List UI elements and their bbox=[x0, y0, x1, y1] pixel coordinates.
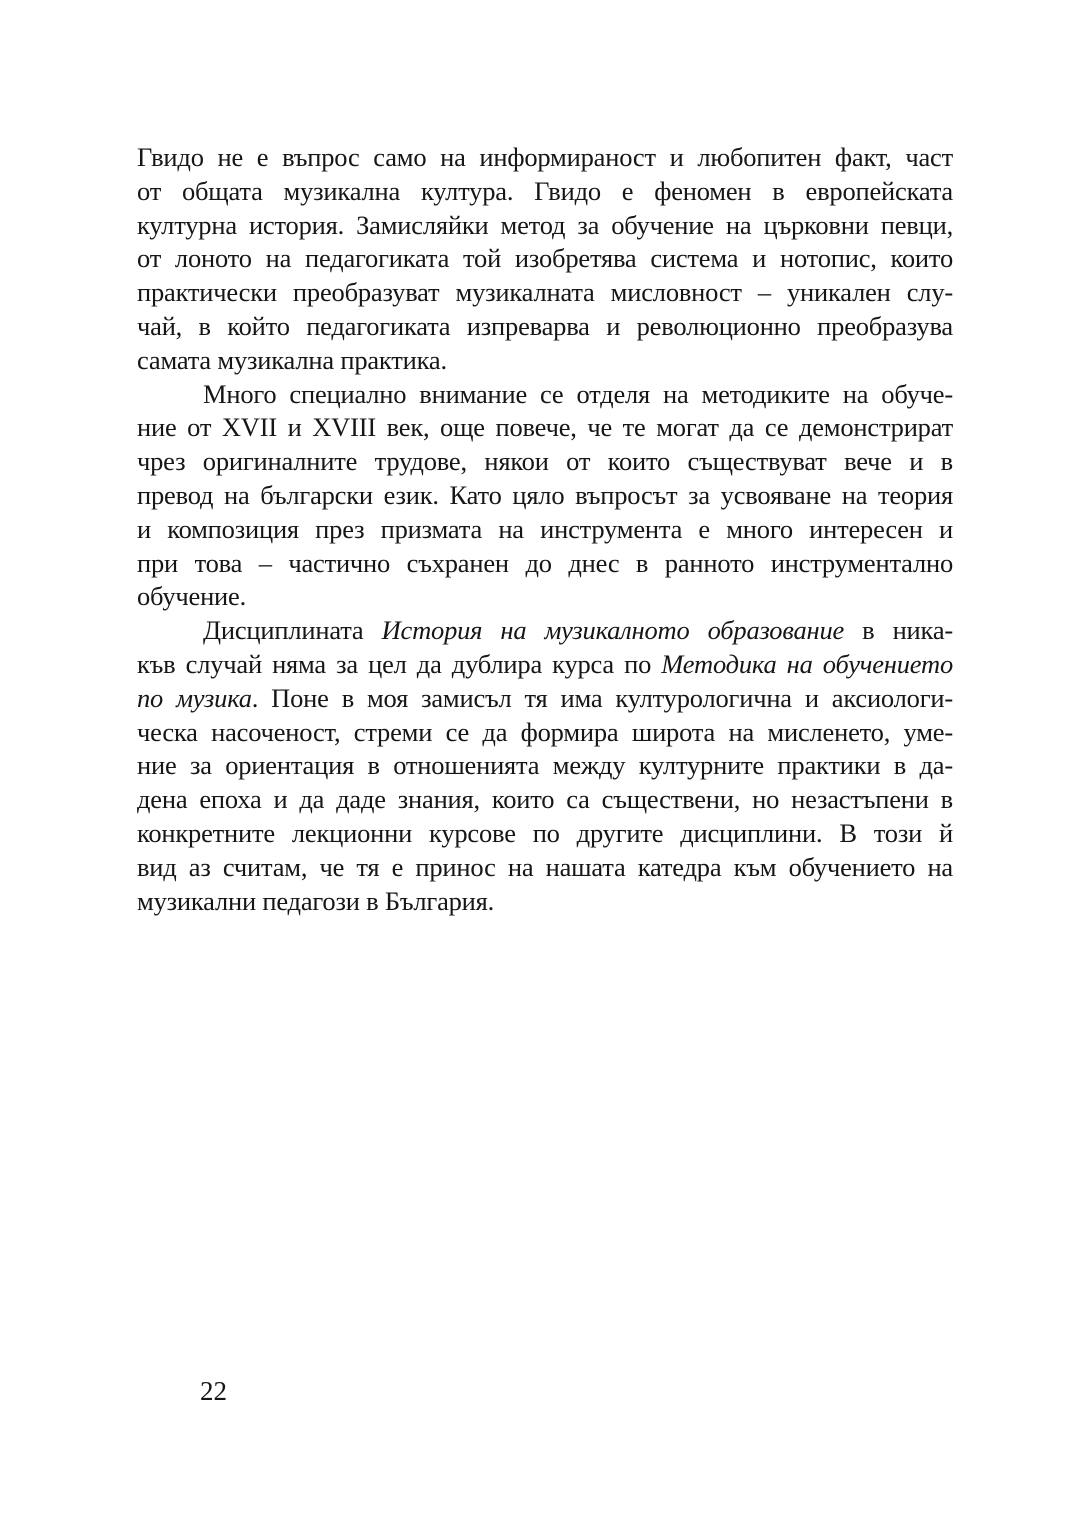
text-block bbox=[137, 141, 953, 918]
text-line bbox=[137, 411, 953, 445]
text-run: ческа насоченост, стреми се да формира широта на мисленето, уме- bbox=[137, 716, 953, 747]
text-line bbox=[137, 716, 953, 750]
page-number: 22 bbox=[200, 1376, 227, 1406]
text-line bbox=[137, 141, 953, 175]
italic-text-run: по музика bbox=[137, 682, 252, 713]
text-run: при това – частично съхранен до днес в ранното инструментално bbox=[137, 547, 953, 578]
text-line bbox=[137, 445, 953, 479]
text-run: и композиция през призмата на инструмента е много интересен и bbox=[137, 513, 953, 544]
text-run: обучение. bbox=[137, 581, 247, 612]
text-line bbox=[137, 479, 953, 513]
text-line bbox=[137, 614, 953, 648]
text-run: Дисциплината bbox=[203, 615, 382, 646]
text-run: ние от XVII и XVIII век, още повече, че те могат да се демонстрират bbox=[137, 412, 953, 443]
text-run: чрез оригиналните трудове, някои от които съществуват вече и в bbox=[137, 446, 953, 477]
text-line bbox=[137, 175, 953, 209]
text-run: чай, в който педагогиката изпреварва и революционно преобразува bbox=[137, 310, 953, 341]
italic-text-run: Методика на обучението bbox=[661, 648, 953, 679]
text-line bbox=[137, 817, 953, 851]
italic-text-run: История на музикалното образование bbox=[381, 615, 845, 646]
text-line bbox=[137, 749, 953, 783]
text-run: превод на български език. Като цяло въпросът за усвояване на теория bbox=[137, 479, 953, 510]
text-line bbox=[137, 783, 953, 817]
text-line bbox=[137, 547, 953, 581]
text-line bbox=[137, 209, 953, 243]
text-run: дена епоха и да даде знания, които са съществени, но незастъпени в bbox=[137, 784, 953, 815]
text-line bbox=[137, 344, 953, 378]
text-run: в ника- bbox=[844, 615, 954, 646]
text-line bbox=[137, 310, 953, 344]
text-line bbox=[137, 682, 953, 716]
text-line bbox=[137, 580, 953, 614]
text-run: културна история. Замисляйки метод за обучение на църковни певци, bbox=[137, 209, 953, 240]
text-line bbox=[137, 885, 953, 919]
text-run: конкретните лекционни курсове по другите дисциплини. В този й bbox=[137, 817, 953, 848]
text-run: . Поне в моя замисъл тя има културологична и аксиологи- bbox=[251, 682, 953, 713]
text-line bbox=[137, 276, 953, 310]
text-run: вид аз считам, че тя е принос на нашата катедра към обучението на bbox=[137, 851, 953, 882]
text-run: музикални педагози в България. bbox=[137, 885, 495, 916]
text-line bbox=[137, 851, 953, 885]
text-line bbox=[137, 242, 953, 276]
text-run: практически преобразуват музикалната мисловност – уникален слу- bbox=[137, 277, 953, 308]
text-run: от общата музикална култура. Гвидо е феномен в европейската bbox=[137, 175, 953, 206]
text-run: ние за ориентация в отношенията между културните практики в да- bbox=[137, 750, 953, 781]
text-run: от лоното на педагогиката той изобретява система и нотопис, които bbox=[137, 243, 953, 274]
text-line bbox=[137, 378, 953, 412]
text-line bbox=[137, 513, 953, 547]
text-run: къв случай няма за цел да дублира курса по bbox=[137, 648, 662, 679]
text-run: Гвидо не е въпрос само на информираност и любопитен факт, част bbox=[137, 142, 953, 172]
text-run: самата музикална практика. bbox=[137, 344, 447, 375]
text-run: Много специално внимание се отделя на методиките на обуче- bbox=[203, 378, 953, 409]
text-line bbox=[137, 648, 953, 682]
